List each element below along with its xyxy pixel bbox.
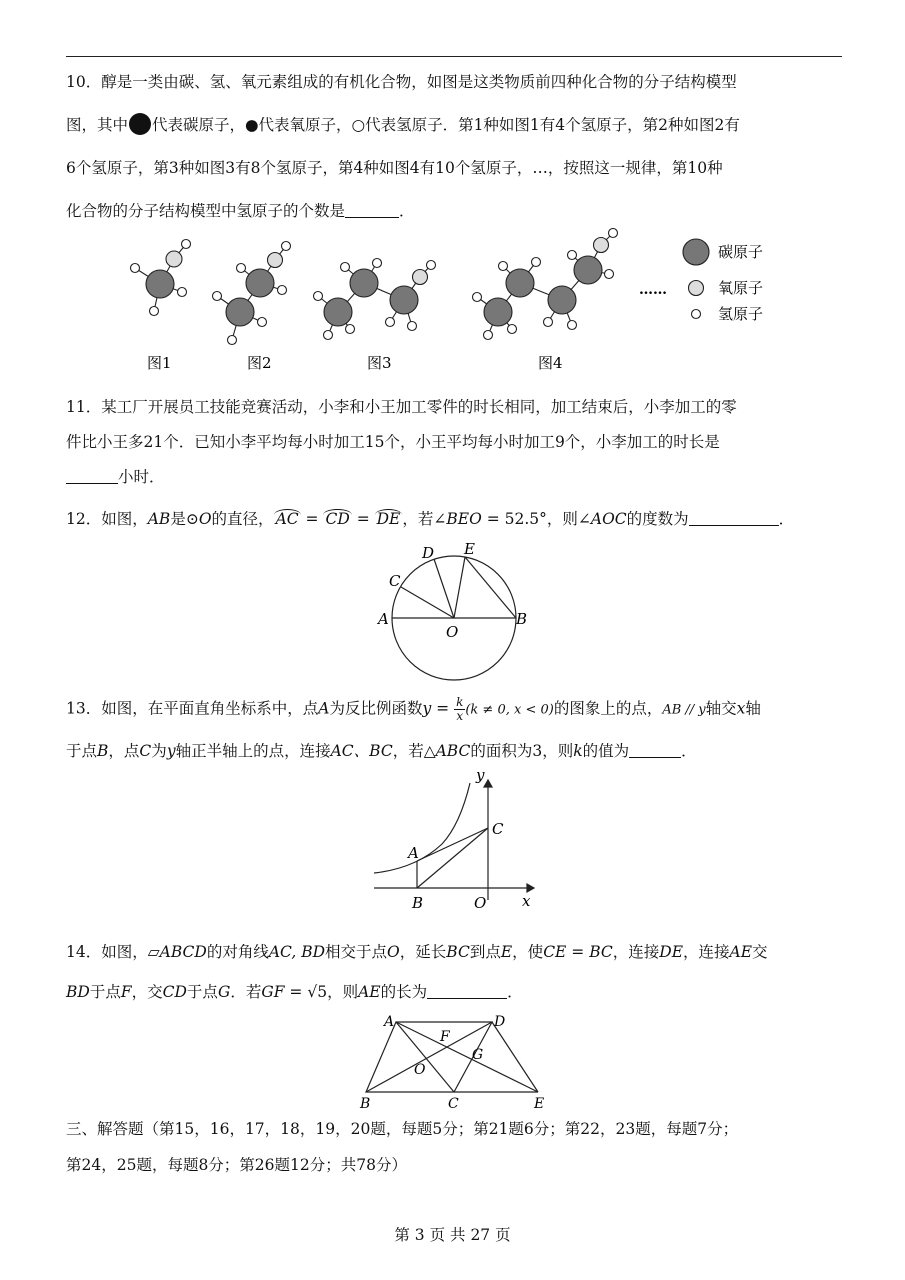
q11-line-2: 件比小王多21个．已知小李平均每小时加工15个，小王平均每小时加工9个，小李加工的时长是 <box>66 433 720 451</box>
arc-de: DE <box>376 510 401 528</box>
segment-ae <box>396 1022 538 1092</box>
point-label-e: E <box>464 540 475 558</box>
point-label-b: B <box>516 610 528 628</box>
answer-blank-q11[interactable] <box>66 469 118 484</box>
point-label-o: O <box>446 623 459 641</box>
molecule-1 <box>131 240 191 316</box>
point-label-b14: B <box>360 1096 371 1112</box>
page-footer: 第 3 页 共 27 页 <box>394 1226 511 1244</box>
q11-line-3-text: 小时． <box>118 468 165 486</box>
molecule-figure <box>120 228 800 380</box>
q12-line-1: 12．如图，AB是⊙O的直径， AC = CD = DE ，若∠BEO = 52.5°，则∠AOC的度数为 ． <box>66 510 795 528</box>
point-label-d14: D <box>494 1014 506 1030</box>
fraction-k-over-x: $\frac{k}{x}$ <box>456 695 464 723</box>
molecule-ellipsis: …… <box>639 282 667 298</box>
segment-od <box>434 559 454 618</box>
q14-line-2: BD于点F，交CD于点G．若GF = √5，则AE的长为 ． <box>66 983 523 1001</box>
carbon-atom-icon <box>129 113 151 135</box>
q10-line-2b: 代表碳原子，●代表氧原子，○代表氢原子．第1种如图1有4个氢原子，第2种如图2有 <box>152 116 740 134</box>
legend-carbon-label: 碳原子 <box>718 243 764 261</box>
point-label-a14: A <box>384 1014 395 1030</box>
point-label-c: C <box>389 572 401 590</box>
point-label-c14: C <box>448 1096 459 1112</box>
q11-line-1: 11．某工厂开展员工技能竞赛活动，小李和小王加工零件的时长相同，加工结束后，小李加工的零 <box>66 398 737 416</box>
answer-blank-q10[interactable] <box>345 203 399 218</box>
q11-line-3 <box>66 465 165 487</box>
q10-line-4-end: ． <box>399 202 415 220</box>
legend-hydrogen-label: 氢原子 <box>718 305 764 323</box>
point-label-f14: F <box>440 1029 450 1045</box>
arc-cd: CD <box>325 510 350 528</box>
q10-line-2 <box>66 113 740 135</box>
q10-line-3: 6个氢原子，第3种如图3有8个氢原子，第4种如图4有10个氢原子，…，按照这一规律，第10种 <box>66 159 723 177</box>
point-label-e14: E <box>534 1096 545 1112</box>
y-axis-arrow-icon <box>484 780 492 787</box>
answer-blank-q12[interactable] <box>689 511 779 526</box>
section-3-line-1: 三、解答题（第15，16，17，18，19，20题，每题5分；第21题6分；第22，23题，每题7分； <box>66 1120 739 1138</box>
segment-oe <box>454 557 465 618</box>
point-label-a: A <box>378 610 389 628</box>
header-rule <box>66 56 842 57</box>
answer-blank-q14[interactable] <box>427 984 507 999</box>
point-label-b13: B <box>412 894 424 912</box>
molecule-2 <box>213 242 291 345</box>
axis-label-x: x <box>522 892 531 910</box>
q10-line-4 <box>66 199 415 221</box>
segment-de <box>492 1022 538 1092</box>
fig-label-2: 图2 <box>247 354 272 372</box>
x-axis-arrow-icon <box>527 884 534 892</box>
legend-hydrogen-icon <box>692 310 701 319</box>
point-label-o13: O <box>474 894 487 912</box>
q10-line-4-text: 化合物的分子结构模型中氢原子的个数是 <box>66 202 346 220</box>
point-label-c13: C <box>492 820 504 838</box>
molecule-3 <box>314 259 436 340</box>
point-label-d: D <box>422 544 435 562</box>
legend-oxygen-label: 氧原子 <box>718 279 764 297</box>
legend-oxygen-icon <box>689 281 704 296</box>
point-label-a13: A <box>408 844 419 862</box>
axis-label-y: y <box>476 768 485 784</box>
segment-bc <box>417 828 488 888</box>
answer-blank-q13[interactable] <box>629 743 681 758</box>
q13-line-2: 于点B，点C为y轴正半轴上的点，连接AC、BC，若△ABC的面积为3，则k的值为 ． <box>66 742 697 760</box>
molecule-4 <box>473 229 618 340</box>
q13-line-1: 13．如图，在平面直角坐标系中，点A为反比例函数y = $\frac{k}{x}$ (k ≠ 0, x < 0)的图象上的点，AB // y轴交x轴 <box>66 695 761 723</box>
point-label-o14: O <box>414 1062 426 1078</box>
fig-label-3: 图3 <box>367 354 392 372</box>
q14-line-1: 14．如图，▱ABCD的对角线AC, BD相交于点O，延长BC到点E，使CE = BC，连接DE，连接AE交 <box>66 943 768 961</box>
segment-oc <box>401 587 454 618</box>
q10-line-1: 10．醇是一类由碳、氢、氧元素组成的有机化合物，如图是这类物质前四种化合物的分子结构模型 <box>66 73 737 91</box>
legend-carbon-icon <box>683 239 709 265</box>
q10-line-2a: 图，其中 <box>66 116 129 134</box>
segment-ac <box>417 828 488 861</box>
section-3-line-2: 第24，25题，每题8分；第26题12分；共78分） <box>66 1156 407 1174</box>
arc-ac: AC <box>275 510 299 528</box>
molecule-legend <box>683 239 709 319</box>
point-label-g14: G <box>472 1047 484 1063</box>
coordinate-figure <box>362 768 542 916</box>
hyperbola-curve <box>374 783 470 873</box>
fig-label-4: 图4 <box>538 354 563 372</box>
parallelogram-figure <box>356 1010 556 1112</box>
circle-figure <box>370 538 540 684</box>
fig-label-1: 图1 <box>147 354 172 372</box>
